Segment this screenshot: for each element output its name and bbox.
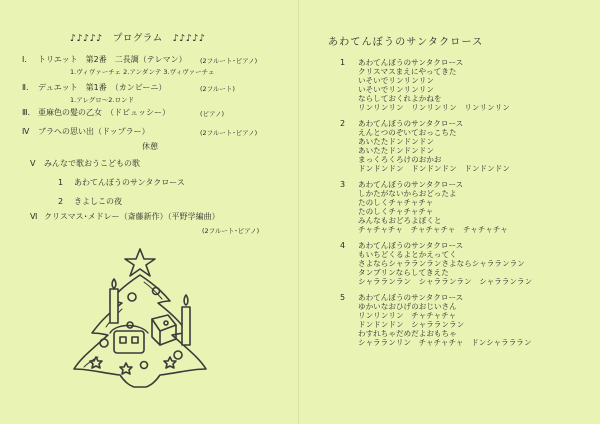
verse-number: 2 bbox=[340, 119, 346, 128]
lyric-line: あわてんぼうのサンタクロース bbox=[358, 180, 464, 189]
program-item-number: Ⅲ. bbox=[22, 108, 31, 117]
lyric-line: チャチャチャ チャチャチャ チャチャチャ bbox=[358, 225, 508, 234]
verse-number: 4 bbox=[340, 241, 346, 250]
lyrics-panel bbox=[300, 0, 600, 424]
program-item-title: ブラへの思い出（ドップラー） bbox=[38, 127, 150, 136]
lyric-line: ドンドンドン ドンドンドン ドンドンドン bbox=[358, 164, 510, 173]
verse-number: 3 bbox=[340, 180, 346, 189]
program-item-performers: (2フルート･ピアノ) bbox=[200, 57, 258, 65]
lyric-line: あわてんぼうのサンタクロース bbox=[358, 58, 464, 67]
lyric-line: えんとつのぞいておっこちた bbox=[358, 128, 457, 137]
lyric-line: あわてんぼうのサンタクロース bbox=[358, 119, 464, 128]
lyric-line: さよならシャラランランさよならシャラランラン bbox=[358, 259, 525, 268]
lyric-line: あいたたドンドンドン bbox=[358, 137, 434, 146]
program-title: ♪♪♪♪♪ プログラム ♪♪♪♪♪ bbox=[70, 33, 206, 44]
lyric-line: ゆかいなおひげのおじいさん bbox=[358, 302, 457, 311]
program-item-title: 亜麻色の髪の乙女 （ドビュッシー） bbox=[38, 108, 170, 117]
program-item-performers: (2フルート) bbox=[200, 85, 235, 93]
song-title: あわてんぼうのサンタクロース bbox=[74, 178, 185, 187]
lyric-line: リンリンリン リンリンリン リンリンリン bbox=[358, 103, 510, 112]
program-item-title: トリエット 第2番 二長調（テレマン） bbox=[38, 55, 187, 64]
program-item-number: Ⅳ bbox=[22, 127, 30, 136]
program-item-title: デュエット 第1番 （カンビーニ） bbox=[38, 83, 167, 92]
tree-star-icon bbox=[125, 249, 155, 276]
song-title: きよしこの夜 bbox=[74, 197, 122, 206]
program-item-title: みんなで歌おうこどもの歌 bbox=[44, 159, 140, 168]
program-item-performers: (ピアノ) bbox=[200, 110, 225, 118]
lyric-line: たのしくチャチャチャ bbox=[358, 207, 434, 216]
lyric-line: あいたたドンドンドン bbox=[358, 146, 434, 155]
house-ornament-icon bbox=[110, 322, 148, 353]
lyrics-title: あわてんぼうのサンタクロース bbox=[328, 37, 484, 48]
song-number: 2 bbox=[58, 197, 64, 206]
program-item-performers: (2フルート･ピアノ) bbox=[200, 129, 258, 137]
lyric-line: シャラランラン シャラランラン シャラランラン bbox=[358, 277, 533, 286]
lyric-line: あわてんぼうのサンタクロース bbox=[358, 293, 464, 302]
lyric-line: シャラランリン チャチャチャ ドンシャラララン bbox=[358, 338, 532, 347]
small-star-icon bbox=[90, 357, 176, 374]
lyric-line: ならしておくれよかねを bbox=[358, 94, 442, 103]
lyric-line: クリスマスまえにやってきた bbox=[358, 67, 457, 76]
candle-left-icon bbox=[110, 279, 118, 323]
lyric-line: もいちどくるよとかえってく bbox=[358, 250, 457, 259]
program-item-number: Ⅴ bbox=[30, 159, 36, 168]
lyric-line: いそいでリンリンリン bbox=[358, 76, 434, 85]
program-item-performers: (2フルート･ピアノ) bbox=[202, 227, 260, 235]
lyric-line: わすれちゃだめだよおもちゃ bbox=[358, 329, 457, 338]
lyric-line: いそいでリンリンリン bbox=[358, 85, 434, 94]
program-item-title: クリスマス･メドレー（斎藤新作）（平野学編曲） bbox=[44, 212, 220, 221]
christmas-tree-illustration bbox=[60, 245, 220, 395]
intermission-label: 休憩 bbox=[142, 142, 158, 151]
program-item-number: Ⅵ bbox=[30, 212, 38, 221]
cake-ornament-icon bbox=[152, 315, 176, 345]
verse-number: 1 bbox=[340, 58, 346, 67]
lyric-line: ドンドンドン シャラランラン bbox=[358, 320, 465, 329]
program-item-movements: 1.アレグロ～2.ロンド bbox=[70, 96, 135, 104]
program-item-number: Ⅰ. bbox=[22, 55, 27, 64]
program-panel bbox=[0, 0, 298, 424]
verse-number: 5 bbox=[340, 293, 346, 302]
lyric-line: たのしくチャチャチャ bbox=[358, 198, 434, 207]
program-item-movements: 1.ヴィヴァーチェ 2.アンダンテ 3.ヴィヴァーチェ bbox=[70, 68, 215, 76]
lyric-line: みんなもおどろよぼくと bbox=[358, 216, 442, 225]
lyric-line: まっくろくろけのおかお bbox=[358, 155, 442, 164]
program-item-number: Ⅱ. bbox=[22, 83, 29, 92]
lyric-line: リンリンリン チャチャチャ bbox=[358, 311, 457, 320]
lyric-line: しかたがないからおどったよ bbox=[358, 189, 457, 198]
candle-right-icon bbox=[182, 295, 190, 345]
lyric-line: あわてんぼうのサンタクロース bbox=[358, 241, 464, 250]
song-number: 1 bbox=[58, 178, 64, 187]
lyric-line: タンブリンならしてきえた bbox=[358, 268, 449, 277]
